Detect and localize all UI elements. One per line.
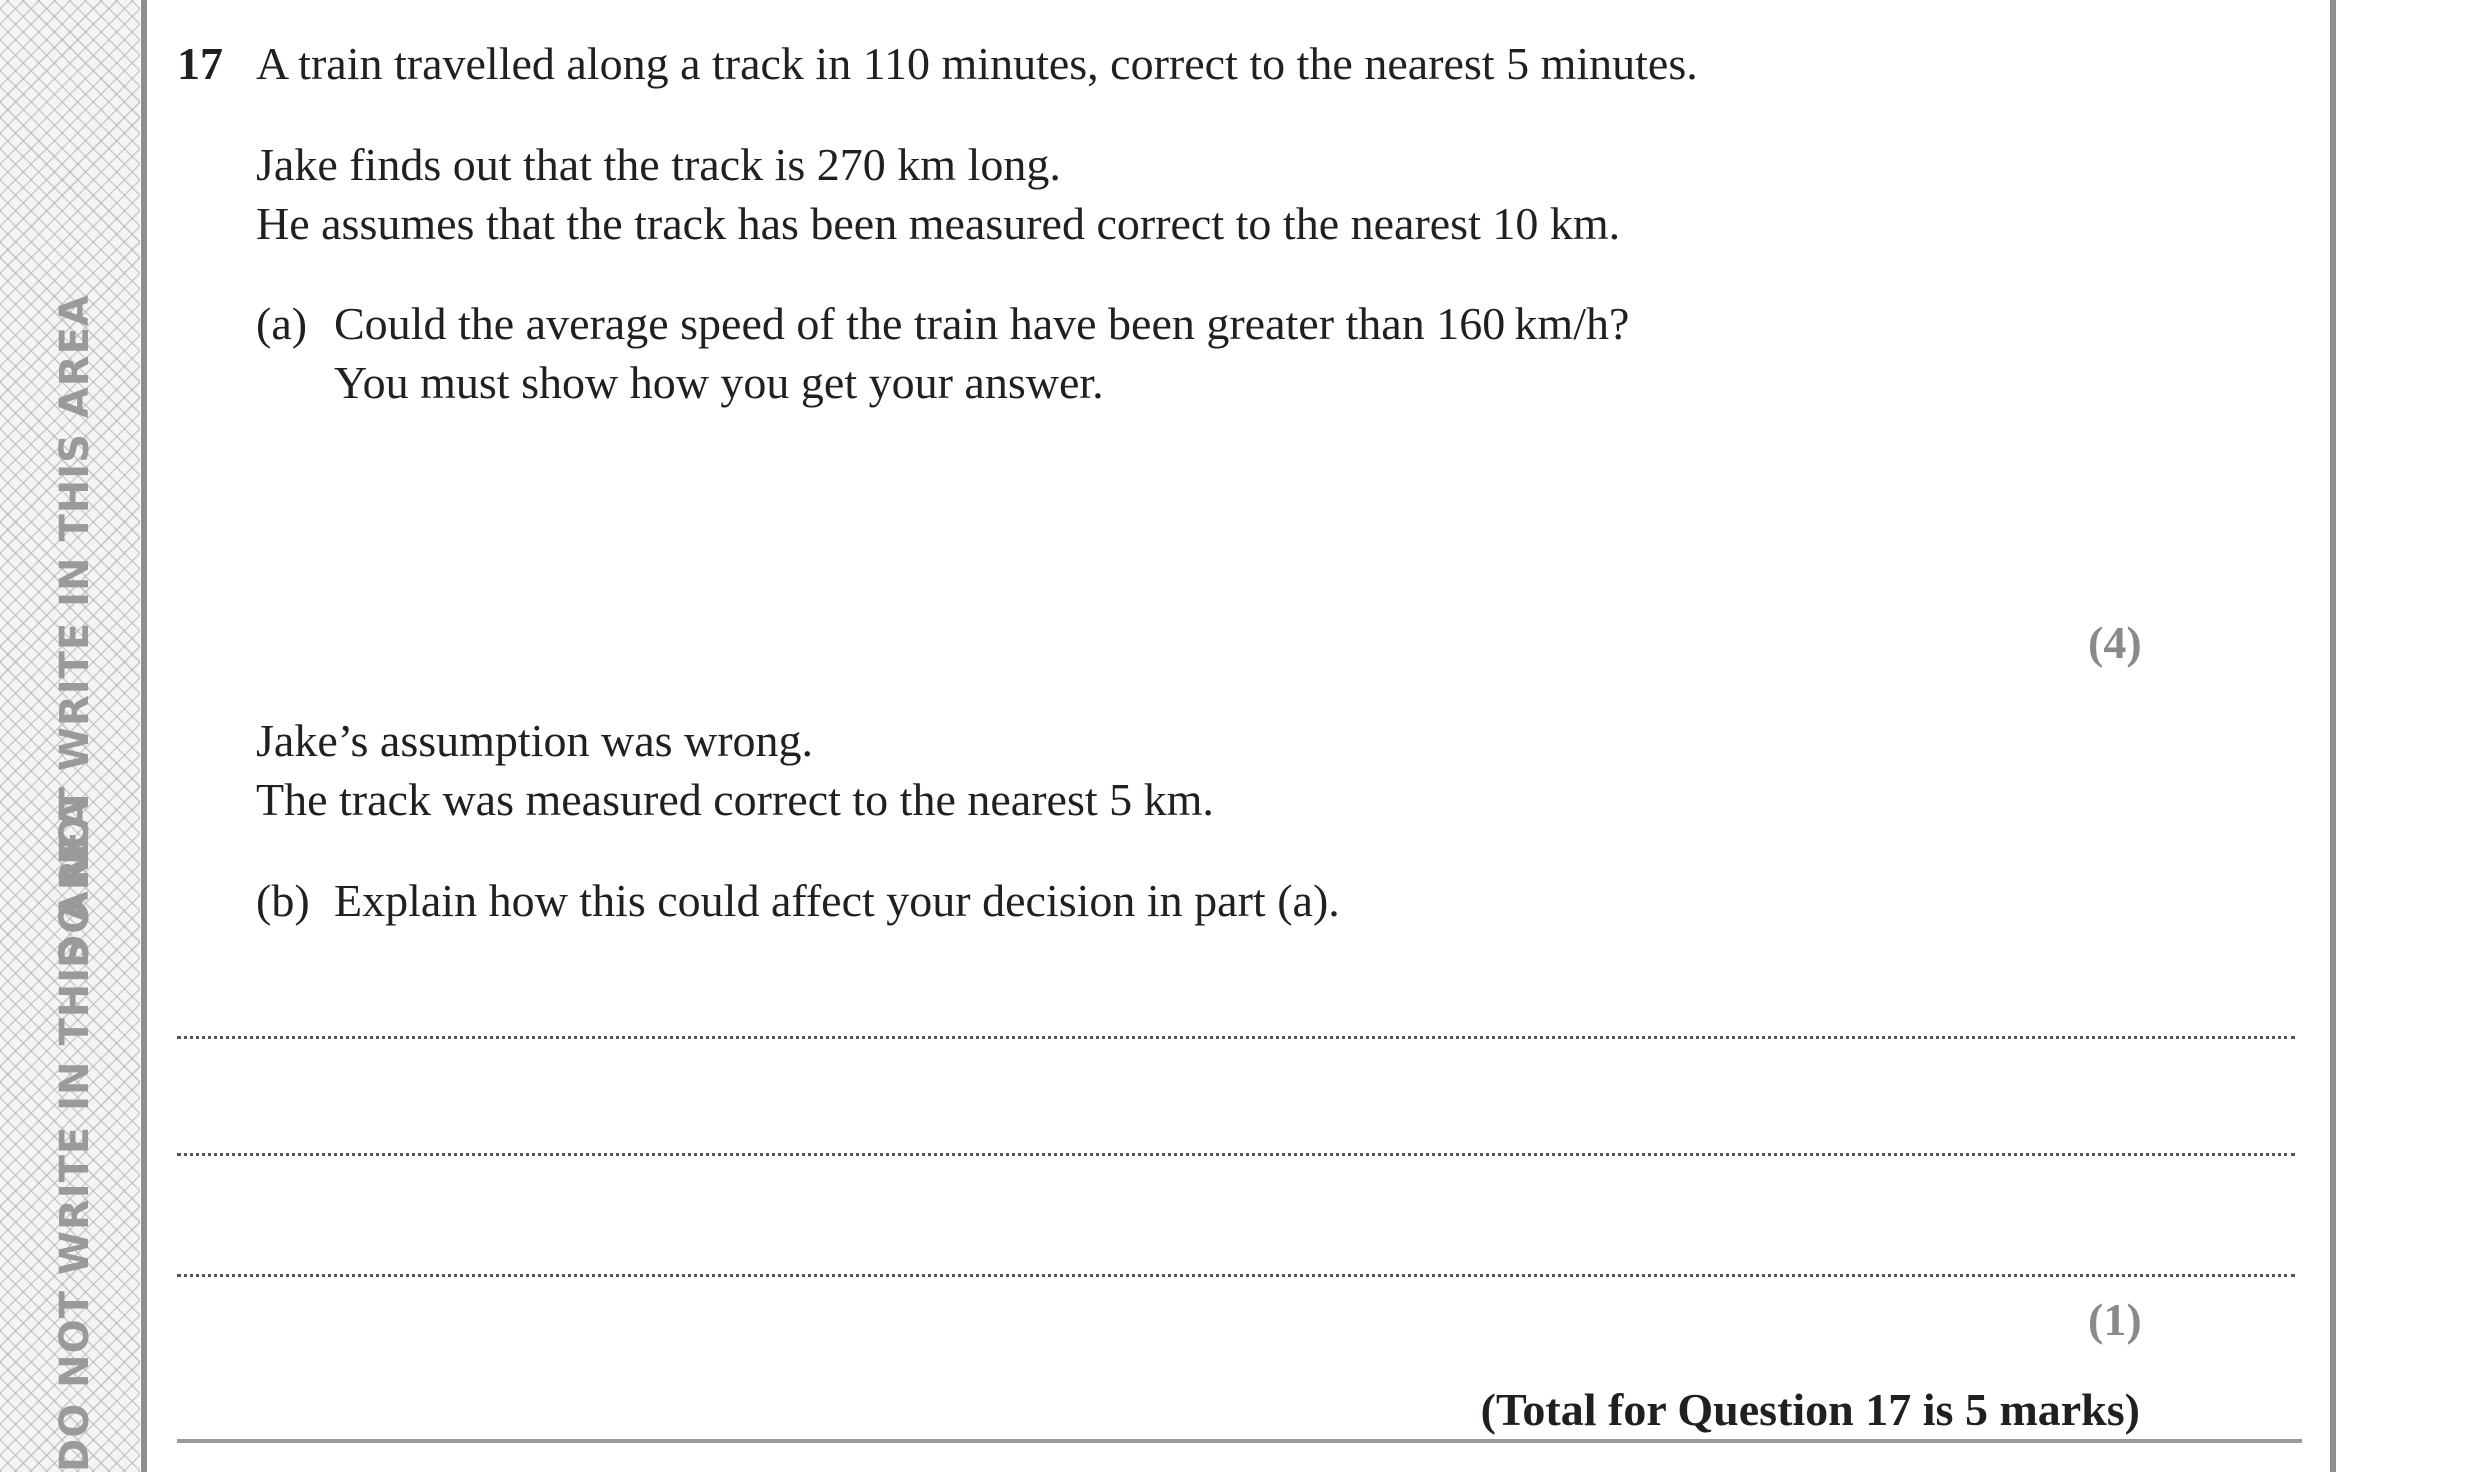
part-b-question: Explain how this could affect your decision in part (a).	[334, 875, 1340, 926]
info-line-1: Jake finds out that the track is 270 km long.	[256, 139, 1061, 190]
info-line-2: He assumes that the track has been measured correct to the nearest 10 km.	[256, 198, 1621, 249]
part-a-label: (a)	[256, 298, 308, 349]
bottom-rule	[177, 1439, 2302, 1443]
part-a-marks: (4)	[2088, 617, 2142, 668]
question-stem: A train travelled along a track in 110 minutes, correct to the nearest 5 minutes.	[256, 38, 1698, 89]
left-margin-rule	[141, 0, 147, 1472]
answer-line-3[interactable]	[177, 1274, 2295, 1277]
followup-line-2: The track was measured correct to the nearest 5 km.	[256, 774, 1214, 825]
margin-notice: DO NOT WRITE IN THIS AREA	[52, 294, 98, 968]
question-total: (Total for Question 17 is 5 marks)	[1480, 1384, 2140, 1435]
margin-hatch-strip	[0, 0, 140, 1472]
margin-notice-repeat: DO NOT WRITE IN THIS AREA	[52, 798, 98, 1472]
part-a-instruction: You must show how you get your answer.	[334, 357, 1104, 408]
part-b-marks: (1)	[2088, 1294, 2142, 1345]
part-b-label: (b)	[256, 875, 310, 926]
answer-line-2[interactable]	[177, 1153, 2295, 1156]
right-margin-rule	[2330, 0, 2336, 1472]
answer-line-1[interactable]	[177, 1036, 2295, 1039]
followup-line-1: Jake’s assumption was wrong.	[256, 715, 814, 766]
question-number: 17	[177, 38, 223, 89]
part-a-question: Could the average speed of the train have been greater than 160 km/h?	[334, 298, 1630, 349]
